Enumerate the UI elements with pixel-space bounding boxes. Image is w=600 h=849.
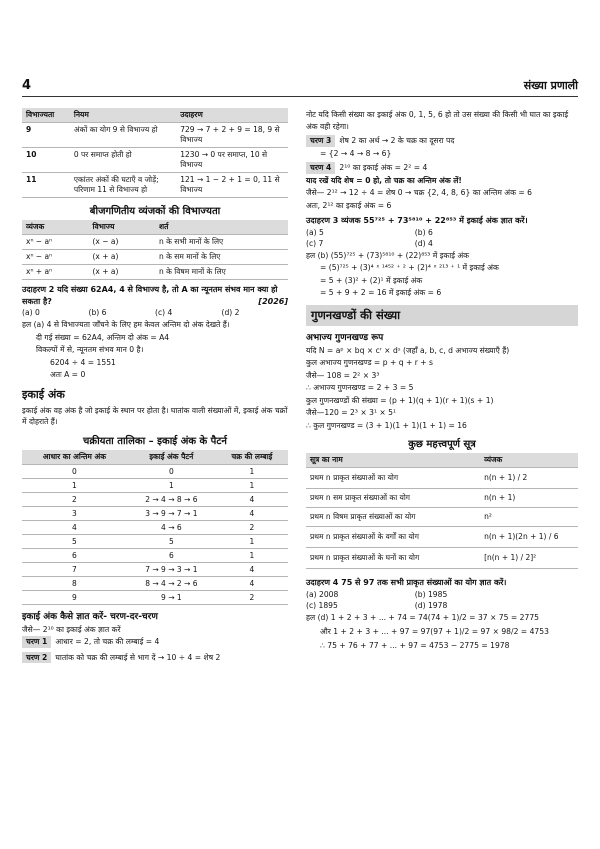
table-cell: n(n + 1)(2n + 1) / 6 (484, 532, 559, 541)
table-header: सूत्र का नाम (306, 453, 480, 468)
table-cell: 2 (249, 592, 255, 602)
note: नोट यदि किसी संख्या का इकाई अंक 0, 1, 5, 6 हो तो उस संख्या की किसी भी घात का इकाई अंक वही रहेगा। (306, 110, 569, 131)
table-cell: 7 (72, 564, 77, 574)
step-sub: = {2 → 4 → 8 → 6} (320, 148, 392, 158)
table-cell: (x + a) (92, 267, 119, 276)
example-3-question: उदाहरण 3 व्यंजक 55⁷²⁵ + 73⁵⁸¹⁰ + 22⁸⁵³ में इकाई अंक ज्ञात करें। (306, 216, 528, 225)
table-cell: अंकों का योग 9 से विभाज्य हो (73, 125, 158, 134)
table-cell: 2 → 4 → 8 → 6 (145, 494, 198, 504)
table-cell: 6 (168, 550, 174, 560)
table-cell: 1 (72, 480, 77, 490)
example-4-question: उदाहरण 4 75 से 97 तक सभी प्राकृत संख्याओं का योग ज्ञात करें। (306, 578, 507, 587)
step-text: घातांक को चक्र की लम्बाई से भाग दें → 10 ÷ 4 = शेष 2 (55, 652, 221, 662)
table-cell: n के विषम मानों के लिए (159, 267, 226, 276)
solution-line: अतः A = 0 (50, 370, 86, 379)
solution-line: = 5 + 9 + 2 = 16 में इकाई अंक = 6 (320, 288, 442, 297)
table-header: विभाज्य (89, 220, 156, 235)
table-cell: xⁿ − aⁿ (26, 237, 53, 246)
prime-form-heading: अभाज्य गुणनखण्ड रूप (306, 332, 384, 343)
table-cell: प्रथम n प्राकृत संख्याओं का योग (310, 473, 399, 482)
prime-line: कुल गुणनखण्डों की संख्या = (p + 1)(q + 1)(r + 1)(s + 1) (306, 395, 494, 405)
option: (c) 4 (155, 308, 173, 317)
prime-line: जैसे—120 = 2³ × 3¹ × 5¹ (306, 408, 397, 417)
table-cell: 4 (249, 564, 255, 574)
solution-line: = 5 + (3)² + (2)¹ में इकाई अंक (320, 275, 423, 285)
table-cell: 9 → 1 (161, 592, 182, 602)
table-cell: n के सम मानों के लिए (159, 252, 221, 261)
table-header: उदाहरण (176, 108, 288, 123)
table-row (22, 173, 288, 198)
prime-line: ∴ अभाज्य गुणनखण्ड = 2 + 3 = 5 (306, 383, 414, 392)
option: (d) 4 (414, 238, 433, 248)
example-2-options (22, 307, 288, 318)
table-cell: 729 → 7 + 2 + 9 = 18, 9 से विभाज्य (180, 125, 280, 144)
solution-line: ∴ 75 + 76 + 77 + ... + 97 = 4753 − 2775 = 1978 (320, 640, 510, 650)
steps-heading: इकाई अंक कैसे ज्ञात करें- चरण-दर-चरण (22, 611, 158, 622)
table-cell: एकांतर अंकों की घटाएँ व जोड़ें; परिणाम 11 से विभाज्य हो (73, 175, 159, 194)
formula-table (306, 453, 578, 569)
table-row (306, 508, 578, 527)
example-3-options (306, 227, 524, 249)
solution-line: और 1 + 2 + 3 + ... + 97 = 97(97 + 1)/2 = 97 × 98/2 = 4753 (320, 626, 549, 636)
table-row (22, 548, 288, 562)
table-row (22, 562, 288, 576)
option: (c) 1895 (306, 600, 338, 610)
remember-line: जैसे— 2¹² → 12 ÷ 4 = शेष 0 → चक्र {2, 4, 8, 6} का अन्तिम अंक = 6 (306, 188, 532, 197)
option: (d) 2 (221, 308, 240, 317)
table-cell: प्रथम n विषम प्राकृत संख्याओं का योग (310, 512, 416, 521)
table-cell: 4 (249, 578, 255, 588)
table-cell: 4 (72, 522, 77, 532)
prime-line: कुल अभाज्य गुणनखण्ड = p + q + r + s (306, 358, 434, 367)
table-row (22, 464, 288, 478)
prime-line: जैसे— 108 = 2² × 3³ (306, 370, 380, 380)
table-cell: 11 (26, 175, 37, 184)
prime-line: ∴ कुल गुणनखण्ड = (3 + 1)(1 + 1)(1 + 1) = 16 (306, 420, 467, 430)
table-row (22, 148, 288, 173)
table-cell: 1 (249, 466, 255, 476)
table-cell: 0 (168, 466, 174, 476)
table-cell: 6 (72, 550, 77, 560)
table-cell: 10 (26, 150, 37, 159)
table-cell: 7 → 9 → 3 → 1 (145, 564, 198, 574)
example-4-options (306, 589, 524, 611)
left-column (22, 108, 288, 664)
option: (a) 5 (306, 227, 324, 237)
solution-line: हल (a) 4 से विभाज्यता जाँचने के लिए हम केवल अन्तिम दो अंक देखते हैं। (22, 320, 230, 329)
table-cell: 3 (72, 508, 77, 518)
option: (c) 7 (306, 238, 324, 248)
table-row (22, 534, 288, 548)
table-row (22, 506, 288, 520)
step-item (22, 652, 288, 664)
table-header: शर्त (155, 220, 288, 235)
table-cell: 8 (72, 578, 77, 588)
table-header: इकाई अंक पैटर्न (127, 450, 216, 465)
table-cell: 5 (72, 536, 77, 546)
factors-heading: गुणनखण्डों की संख्या (306, 305, 578, 326)
step-item (22, 636, 288, 648)
option: (b) 6 (414, 227, 433, 237)
table-cell: 1 (168, 480, 174, 490)
solution-line: दी गई संख्या = 62A4, अन्तिम दो अंक = A4 (36, 332, 170, 342)
step-chip: चरण 2 (22, 652, 51, 664)
solution-line: हल (d) 1 + 2 + 3 + ... + 74 = 74(74 + 1)/2 = 37 × 75 = 2775 (306, 612, 539, 622)
option: (a) 2008 (306, 589, 339, 599)
table-cell: 1230 → 0 पर समाप्त, 10 से विभाज्य (180, 150, 268, 169)
table-cell: 4 → 6 (161, 522, 182, 532)
table-row (306, 527, 578, 548)
table-header: व्यंजक (480, 453, 578, 468)
page-number: 4 (22, 78, 32, 93)
table-cell: xⁿ − aⁿ (26, 252, 53, 261)
table-cell: 1 (249, 536, 255, 546)
table-cell: प्रथम n प्राकृत संख्याओं के घनों का योग (310, 553, 420, 562)
table-row (306, 548, 578, 569)
table-row (22, 265, 288, 280)
table-cell: 121 → 1 − 2 + 1 = 0, 11 से विभाज्य (180, 175, 280, 194)
prime-line: यदि N = aᵖ × bq × cʳ × dˢ (जहाँ a, b, c, d अभाज्य संख्याएँ हैं) (306, 345, 510, 355)
table-header: चक्र की लम्बाई (216, 450, 288, 465)
option: (b) 1985 (414, 589, 448, 599)
table-cell: 8 → 4 → 2 → 6 (145, 578, 198, 588)
table-header: विभाज्यता (22, 108, 70, 123)
table-row (22, 478, 288, 492)
table-cell: 3 → 9 → 7 → 1 (145, 508, 198, 518)
table-cell: n² (484, 512, 492, 521)
table-header: व्यंजक (22, 220, 89, 235)
remember-line: अतः, 2¹² का इकाई अंक = 6 (306, 200, 392, 210)
solution-line: 6204 ÷ 4 = 1551 (50, 357, 116, 367)
divisibility-table (22, 108, 288, 198)
page-header (22, 78, 578, 97)
table-cell: (x + a) (92, 252, 119, 261)
algebra-table-title: बीजगणितीय व्यंजकों की विभाज्यता (89, 206, 221, 217)
option: (b) 6 (88, 308, 107, 317)
remember-line: याद रखें यदि शेष = 0 हो, तो चक्र का अन्तिम अंक लें! (306, 175, 462, 185)
step-item (306, 135, 578, 147)
cyclicity-table-title: चक्रीयता तालिका – इकाई अंक के पैटर्न (83, 435, 227, 447)
table-cell: n के सभी मानों के लिए (159, 237, 224, 246)
step-text: 2¹⁰ का इकाई अंक = 2² = 4 (339, 163, 428, 172)
step-text: शेष 2 का अर्थ → 2 के चक्र का दूसरा पद (339, 136, 455, 145)
table-cell: n(n + 1) / 2 (484, 473, 528, 482)
table-cell: 0 पर समाप्त होती हो (73, 150, 132, 159)
exam-tag: [2026] (258, 296, 288, 306)
solution-line: विकल्पों में से, न्यूनतम संभव मान 0 है। (36, 345, 144, 354)
table-cell: 4 (249, 508, 255, 518)
option: (a) 0 (22, 308, 40, 317)
table-cell: n(n + 1) (484, 493, 516, 502)
cyclicity-table (22, 450, 288, 605)
step-text: आधार = 2, तो चक्र की लम्बाई = 4 (55, 637, 160, 646)
table-row (22, 576, 288, 590)
table-cell: 1 (249, 480, 255, 490)
table-row (22, 492, 288, 506)
step-item (306, 162, 578, 174)
table-cell: 2 (249, 522, 255, 532)
algebra-table (22, 220, 288, 280)
solution-line: = (5)⁷²⁵ + (3)⁴ ˣ ¹⁴⁵² ⁺ ² + (2)⁴ ˣ ²¹³ ⁺ ¹ में इकाई अंक (320, 263, 499, 272)
table-row (22, 590, 288, 604)
example-2-question (22, 284, 288, 307)
table-cell: 5 (168, 536, 174, 546)
solution-line: हल (b) (55)⁷²⁵ + (73)⁵⁸¹⁰ + (22)⁸⁵³ में इकाई अंक (306, 250, 470, 260)
steps-example: जैसे— 2¹⁰ का इकाई अंक ज्ञात करें (22, 624, 121, 634)
table-cell: (x − a) (92, 237, 119, 246)
unit-digit-heading: इकाई अंक (22, 387, 65, 401)
option: (d) 1978 (414, 600, 448, 610)
table-cell: 9 (26, 125, 32, 134)
table-cell: प्रथम n प्राकृत संख्याओं के वर्गों का योग (310, 532, 419, 541)
right-column (306, 108, 578, 653)
table-cell: 9 (72, 592, 77, 602)
formula-table-title: कुछ महत्त्वपूर्ण सूत्र (408, 439, 476, 450)
step-chip: चरण 1 (22, 636, 51, 648)
table-row (306, 468, 578, 489)
step-chip: चरण 4 (306, 162, 335, 174)
table-header: नियम (70, 108, 176, 123)
table-header: आधार का अन्तिम अंक (22, 450, 127, 465)
chapter-title: संख्या प्रणाली (523, 79, 578, 92)
table-row (22, 235, 288, 250)
table-row (306, 489, 578, 508)
table-row (22, 123, 288, 148)
table-cell: 0 (72, 466, 77, 476)
question-text: उदाहरण 2 यदि संख्या 62A4, 4 से विभाज्य है, तो A का न्यूनतम संभव मान क्या हो सकता है? (22, 285, 278, 306)
table-row (22, 250, 288, 265)
table-cell: 4 (249, 494, 255, 504)
unit-digit-paragraph: इकाई अंक वह अंक है जो इकाई के स्थान पर होता है। घातांक वाली संख्याओं में, इकाई अंक चक्रों में दोहराते हैं। (22, 405, 288, 426)
step-chip: चरण 3 (306, 135, 335, 147)
table-row (22, 520, 288, 534)
table-cell: [n(n + 1) / 2]² (484, 553, 537, 562)
table-cell: 1 (249, 550, 255, 560)
table-cell: xⁿ + aⁿ (26, 267, 53, 276)
table-cell: 2 (72, 494, 77, 504)
table-cell: प्रथम n सम प्राकृत संख्याओं का योग (310, 493, 411, 502)
